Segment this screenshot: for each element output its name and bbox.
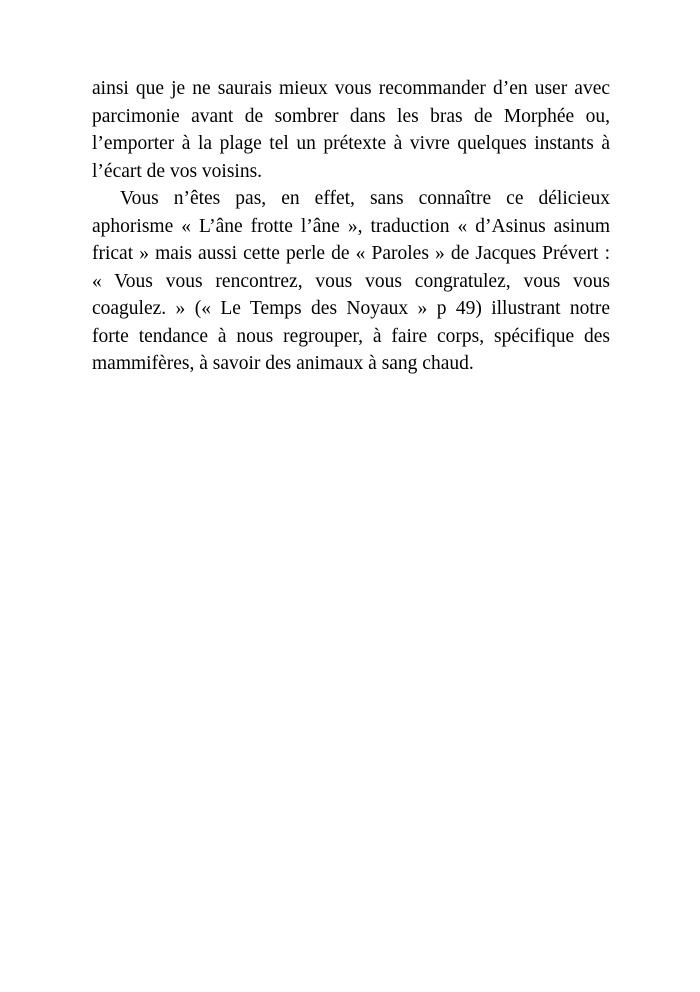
text-line: aphorisme « L’âne frotte l’âne », traduction « d’Asinus asinum [92,215,610,237]
text-line: ainsi que je ne saurais mieux vous recommander d’en user avec [92,78,610,99]
text-line: mammifères, à savoir des animaux à sang chaud. [92,353,474,374]
paragraph-2 [92,185,610,378]
text-line: coagulez. » (« Le Temps des Noyaux » p 49) illustrant notre [92,298,610,319]
text-line: « Vous vous rencontrez, vous vous congratulez, vous vous [92,270,610,292]
body-text [92,75,610,378]
text-line: fricat » mais aussi cette perle de « Paroles » de Jacques Prévert : [92,243,610,264]
text-line: forte tendance à nous regrouper, à faire corps, spécifique des [92,325,610,347]
text-line: Vous n’êtes pas, en effet, sans connaître ce délicieux [120,188,610,209]
paragraph-1 [92,75,610,185]
text-line: l’écart de vos voisins. [92,160,263,182]
text-line: l’emporter à la plage tel un prétexte à vivre quelques instants à [92,133,610,154]
text-line: parcimonie avant de sombrer dans les bras de Morphée ou, [92,105,610,127]
